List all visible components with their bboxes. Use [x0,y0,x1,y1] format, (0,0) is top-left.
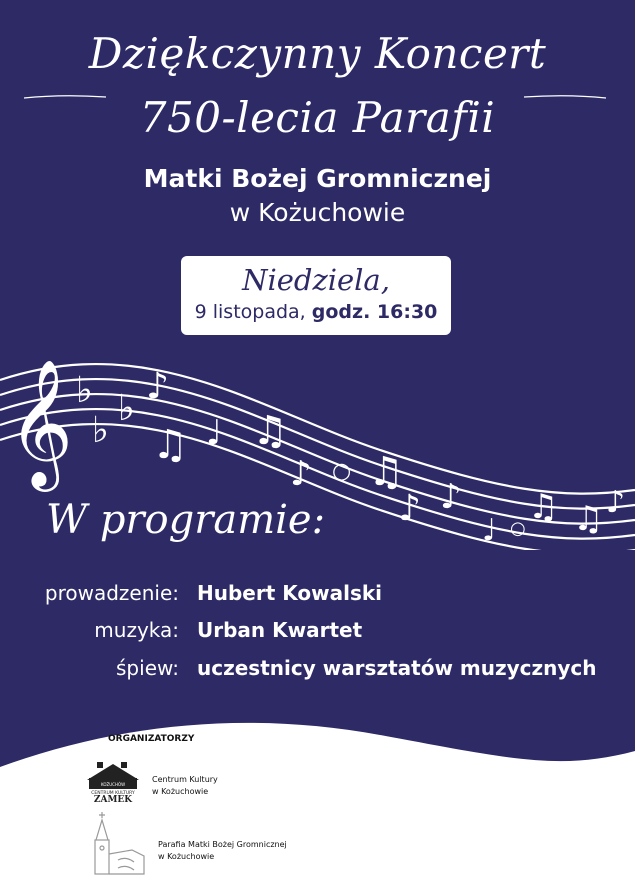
organizer-2-name: Parafia Matki Bożej Gromnicznej [158,840,287,849]
castle-logo-icon [83,758,143,804]
title-line-1: Dziękczynny Koncert [88,29,547,78]
program-item [0,615,635,645]
program-heading: W programie: [46,497,326,543]
music-note-icon: ♫ [368,449,404,495]
music-note-icon: ♩ [482,513,497,548]
subtitle-parish: Matki Bożej Gromnicznej [143,164,492,193]
music-note-icon: ○ [510,518,526,539]
program-value: uczestnicy warsztatów muzycznych [197,656,597,680]
music-note-icon: ♩ [206,413,223,453]
program-label: prowadzenie: [44,581,179,605]
svg-text:KOŻUCHÓW: KOŻUCHÓW [100,782,126,787]
flat-icon: ♭ [118,388,135,429]
time-text: godz. 16:30 [311,301,438,323]
organizer-1-name: Centrum Kultury [152,775,218,784]
treble-clef-icon: 𝄞 [8,358,74,486]
date-time-line [181,301,451,323]
music-note-icon: ♫ [528,487,559,527]
music-note-icon: ♫ [573,499,604,539]
day-of-week: Niedziela, [242,263,390,297]
organizers-heading: ORGANIZATORZY [108,734,195,744]
program-label: śpiew: [116,656,179,680]
program-item [0,653,635,683]
music-note-icon: ♪ [398,488,421,529]
program-item [0,578,635,608]
right-flourish-icon [522,88,608,108]
organizer-1-town: w Kożuchowie [152,787,209,796]
music-note-icon: ♪ [440,477,462,517]
svg-text:CENTRUM KULTURY: CENTRUM KULTURY [91,791,135,796]
music-note-icon: ♫ [152,422,188,468]
music-note-icon: ♪ [146,366,169,407]
church-logo-icon [88,810,150,882]
music-note-icon: ○ [332,459,352,484]
left-flourish-icon [22,88,108,108]
organizer-1 [152,774,218,798]
date-text: 9 listopada, [194,301,306,323]
program-label: muzyka: [94,618,179,642]
organizer-2-town: w Kożuchowie [158,852,215,861]
organizer-2 [158,839,287,863]
subtitle-town: w Kożuchowie [229,198,406,227]
title-line-2: 750-lecia Parafii [139,93,496,142]
flat-icon: ♭ [76,370,93,411]
music-note-icon: ♪ [606,485,626,520]
program-value: Urban Kwartet [197,618,363,642]
program-value: Hubert Kowalski [197,581,383,605]
date-box [181,256,451,335]
svg-text:ZAMEK: ZAMEK [93,795,133,804]
music-note-icon: ♪ [290,454,312,494]
flat-icon: ♭ [92,410,109,451]
flat-signs [76,370,135,451]
music-note-icon: ♫ [252,408,288,454]
